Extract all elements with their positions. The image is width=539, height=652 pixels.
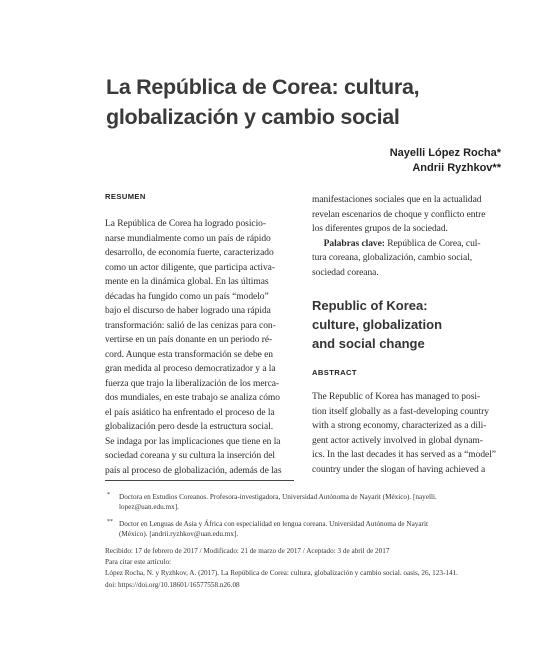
- text-line: mente en la dinámica global. En las últimas: [105, 277, 269, 287]
- text-line: revelan escenarios de choque y conflicto entre: [312, 209, 486, 220]
- author-name: Nayelli López Rocha*: [389, 147, 501, 159]
- text-line: sociedad coreana.: [312, 267, 379, 278]
- citation: López Rocha, N. y Ryzhkov, A. (2017). La República de Corea: cultura, globalización y cambio social. oasis, 26, 123-141.: [105, 569, 458, 578]
- doi: doi: https://doi.org/10.18601/16577558.n26.08: [105, 580, 240, 589]
- text-line: with a strong economy, characterized as a dili-: [312, 421, 487, 431]
- text-line: cord. Aunque esta transformación se debe en: [105, 349, 273, 360]
- footnotes: [105, 492, 502, 590]
- resumen-continuation: [312, 193, 501, 237]
- title-line: La República de Corea: cultura,: [106, 75, 420, 99]
- text-line: La República de Corea ha logrado posicio-: [105, 219, 266, 229]
- text-line: desarrollo, de economía fuerte, caracterizado: [105, 248, 274, 258]
- right-column: [312, 193, 501, 477]
- text-line: globalización pero desde la estructura social.: [105, 422, 274, 432]
- text-line: como un actor diligente, que participa activa-: [105, 262, 275, 273]
- text-line: ics. In the last decades it has served as a “model”: [312, 450, 496, 460]
- article-title: [106, 72, 506, 132]
- title-line: culture, globalization: [312, 317, 443, 332]
- text-line: sociedad coreana y su cultura la inserción del: [105, 451, 275, 461]
- text-line: narse mundialmente como un país de rápido: [105, 233, 271, 244]
- title-line: Republic of Korea:: [312, 298, 428, 313]
- text-line: fuerza que trajo la liberalización de los merca-: [105, 378, 280, 389]
- text-line: el país asiático ha enfrentado el proceso de la: [105, 407, 275, 418]
- text-line: [312, 237, 501, 252]
- text-line: (México). [andrii.ryzhkov@uan.edu.mx].: [119, 530, 239, 539]
- text-line: décadas ha fungido como un país “modelo”: [105, 291, 269, 302]
- abstract-paragraph: [312, 390, 501, 477]
- abstract-heading: ABSTRACT: [312, 368, 357, 377]
- text-line: país al proceso de globalización, además de las: [105, 465, 282, 476]
- footnote: [105, 519, 502, 540]
- resumen-paragraph: [105, 217, 294, 478]
- keywords-label: Palabras clave:: [323, 238, 385, 249]
- text-line: transformación: salió de las cenizas para con-: [105, 320, 276, 331]
- text-line: Doctor en Lenguas de Asia y África con especialidad en lengua coreana. Universidad Autónoma de Nayarit: [119, 519, 428, 528]
- keywords-paragraph: [312, 237, 501, 281]
- footnote-mark: **: [107, 518, 113, 525]
- text-line: vertirse en un país donante en un periodo ré-: [105, 335, 273, 345]
- keywords-text: República de Corea, cul-: [384, 238, 481, 249]
- author-name: Andrii Ryzhkov**: [412, 161, 501, 174]
- text-line: lopez@uan.edu.mx].: [119, 503, 179, 512]
- footnote-divider: [105, 480, 294, 481]
- footnote: [105, 492, 502, 513]
- footnote-mark: *: [107, 492, 110, 498]
- text-line: dos mundiales, en este trabajo se analiza cómo: [105, 393, 280, 403]
- text-line: gent actor actively involved in global dynam-: [312, 435, 483, 446]
- text-line: los diferentes grupos de la sociedad.: [312, 224, 448, 234]
- english-title: [312, 296, 501, 353]
- left-column: [105, 193, 294, 478]
- author-list: [390, 146, 501, 175]
- title-line: globalización y cambio social: [106, 105, 400, 129]
- text-line: Se indaga por las implicaciones que tiene en la: [105, 436, 281, 447]
- text-line: country under the slogan of having achieved a: [312, 464, 486, 475]
- resumen-heading: RESUMEN: [105, 192, 146, 201]
- text-line: Doctora en Estudios Coreanos. Profesora-investigadora, Universidad Autónoma de Nayarit (México). [nayelli.: [119, 493, 437, 501]
- submission-dates: Recibido: 17 de febrero de 2017 / Modificado: 21 de marzo de 2017 / Aceptado: 3 de abril de 2017: [105, 546, 390, 555]
- cite-label: Para citar este artículo:: [105, 558, 172, 567]
- title-line: and social change: [312, 336, 425, 351]
- text-line: gran medida al proceso democratizador y a la: [105, 364, 276, 374]
- text-line: The Republic of Korea has managed to posi-: [312, 392, 481, 402]
- text-line: bajo el discurso de haber logrado una rápida: [105, 306, 271, 316]
- text-line: tura coreana, globalización, cambio social,: [312, 253, 473, 263]
- text-line: tion itself globally as a fast-developing country: [312, 406, 489, 417]
- text-line: manifestaciones sociales que en la actualidad: [312, 195, 482, 205]
